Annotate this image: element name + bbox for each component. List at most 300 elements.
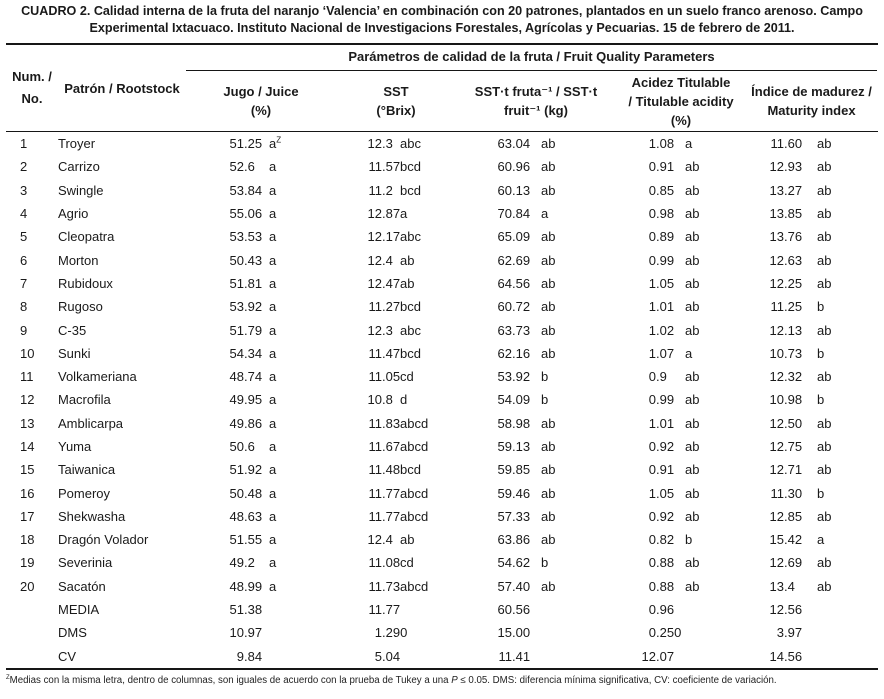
tukey-letter: bcd xyxy=(400,345,421,361)
tukey-letter: ab xyxy=(817,369,832,385)
value-cell xyxy=(336,486,456,501)
value-fraction: .98 xyxy=(784,392,803,408)
header-param-line: / Titulable acidity xyxy=(628,93,734,109)
value-integer: 49 xyxy=(229,415,244,431)
rootstock-name: Amblicarpa xyxy=(58,415,124,431)
value-cell xyxy=(746,649,877,664)
table-row xyxy=(6,365,878,388)
tukey-letter: $a^Z$ xyxy=(269,135,282,152)
value-cell xyxy=(456,625,616,640)
value-cell xyxy=(456,532,616,547)
tukey-letter: ab xyxy=(817,555,832,571)
value-fraction: .85 xyxy=(656,182,675,198)
value-fraction: .63 xyxy=(244,508,263,524)
rootstock-name: Sunki xyxy=(58,345,91,361)
value-integer: 60 xyxy=(497,159,512,175)
value-integer: 0 xyxy=(648,229,656,245)
value-integer: 63 xyxy=(497,532,512,548)
tukey-letter: ab xyxy=(685,415,700,431)
value-cell xyxy=(746,346,877,361)
value-integer: 0 xyxy=(648,369,656,385)
value-fraction: .69 xyxy=(784,555,803,571)
tukey-letter: ab xyxy=(817,508,832,524)
tukey-letter: a xyxy=(269,182,277,198)
value-cell xyxy=(336,183,456,198)
tukey-letter: ab xyxy=(400,532,415,548)
value-cell xyxy=(746,509,877,524)
tukey-letter: a xyxy=(685,136,693,152)
tukey-letter: abcd xyxy=(400,485,429,501)
value-integer: 0 xyxy=(648,508,656,524)
value-fraction: .13 xyxy=(512,182,531,198)
value-integer: 62 xyxy=(497,345,512,361)
value-integer: 11 xyxy=(368,182,382,198)
tukey-letter: ab xyxy=(541,182,556,198)
tukey-letter: a xyxy=(269,369,277,385)
value-integer: 11 xyxy=(368,485,382,501)
value-cell xyxy=(456,416,616,431)
value-integer: 12 xyxy=(769,369,784,385)
footnote-superscript: Z xyxy=(6,674,10,681)
rootstock-name: Sacatón xyxy=(58,578,106,594)
footnote-p-symbol: P xyxy=(451,674,458,686)
value-integer: 0 xyxy=(648,206,656,222)
value-cell xyxy=(456,486,616,501)
table-row xyxy=(6,412,878,435)
value-fraction: .43 xyxy=(244,252,263,268)
value-fraction: .85 xyxy=(784,508,803,524)
value-integer: 12 xyxy=(769,159,784,175)
value-cell xyxy=(336,532,456,547)
header-param-line: SST·t fruta⁻¹ / SST·t xyxy=(474,84,598,99)
value-cell xyxy=(616,276,746,291)
header-param-line: Jugo / Juice xyxy=(223,84,299,99)
tukey-letter: a xyxy=(269,229,277,245)
tukey-letter: ab xyxy=(541,439,556,454)
rootstock-name: Swingle xyxy=(58,182,104,198)
value-fraction: .13 xyxy=(512,439,531,454)
value-cell xyxy=(186,229,336,244)
value-cell xyxy=(336,649,456,664)
value-fraction: .92 xyxy=(656,508,675,524)
tukey-letter: a xyxy=(269,532,277,548)
value-cell xyxy=(746,555,877,570)
value-fraction: .4 xyxy=(382,252,393,268)
tukey-letter: cd xyxy=(400,369,414,385)
value-cell xyxy=(186,509,336,524)
rootstock-name: Rubidoux xyxy=(58,275,113,291)
tukey-letter: ab xyxy=(541,345,556,361)
value-integer: 9 xyxy=(236,648,244,664)
value-integer: 12 xyxy=(769,462,784,478)
tukey-letter: a xyxy=(541,206,549,222)
value-cell xyxy=(336,392,456,407)
value-fraction: .96 xyxy=(512,159,531,175)
value-cell xyxy=(336,159,456,174)
value-fraction: .00 xyxy=(512,625,531,641)
table-row xyxy=(6,132,878,155)
value-integer: 10 xyxy=(229,625,244,641)
row-number: 7 xyxy=(20,275,28,291)
value-fraction: .92 xyxy=(656,439,675,454)
value-cell xyxy=(336,625,456,640)
value-fraction: .38 xyxy=(244,602,263,618)
tukey-letter: ab xyxy=(817,229,832,245)
tukey-letter: ab xyxy=(541,322,556,338)
value-fraction: .50 xyxy=(784,415,803,431)
value-fraction: .84 xyxy=(512,206,531,222)
rootstock-name: Taiwanica xyxy=(58,462,116,478)
value-fraction: .98 xyxy=(512,415,531,431)
table-row xyxy=(6,342,878,365)
value-integer: 12 xyxy=(367,275,382,291)
tukey-letter: ab xyxy=(817,439,832,454)
value-fraction: .2 xyxy=(382,182,393,198)
row-number: 17 xyxy=(20,508,35,524)
table-row xyxy=(6,388,878,411)
value-integer: 13 xyxy=(769,229,784,245)
value-integer: 70 xyxy=(497,206,512,222)
value-fraction: .77 xyxy=(382,602,401,618)
value-integer: 49 xyxy=(229,555,244,571)
value-cell xyxy=(456,369,616,384)
value-integer: 63 xyxy=(497,136,512,152)
value-cell xyxy=(746,299,877,314)
value-integer: 10 xyxy=(769,392,784,408)
tukey-letter: ab xyxy=(541,275,556,291)
value-cell xyxy=(746,323,877,338)
tukey-letter: bcd xyxy=(400,299,421,315)
value-integer: 51 xyxy=(229,322,244,338)
value-cell xyxy=(746,276,877,291)
value-fraction: .27 xyxy=(784,182,803,198)
value-fraction: .25 xyxy=(244,136,263,152)
value-fraction: .8 xyxy=(382,392,393,408)
tukey-letter: ab xyxy=(685,206,700,222)
value-fraction: .86 xyxy=(512,532,531,548)
value-fraction: .27 xyxy=(382,299,401,315)
header-num-line1: Num. / xyxy=(12,69,52,84)
row-number: 15 xyxy=(20,462,35,478)
header-param-line: fruit⁻¹ (kg) xyxy=(504,103,568,118)
value-fraction: .62 xyxy=(512,555,531,571)
value-fraction: .47 xyxy=(382,345,401,361)
value-fraction: .47 xyxy=(382,275,401,291)
value-integer: 3 xyxy=(776,625,784,641)
value-cell xyxy=(456,579,616,594)
value-integer: 12 xyxy=(769,415,784,431)
value-cell xyxy=(616,625,746,640)
value-cell xyxy=(336,276,456,291)
tukey-letter: ab xyxy=(541,299,556,315)
tukey-letter: ab xyxy=(541,159,556,175)
value-integer: 48 xyxy=(229,508,244,524)
value-fraction: .82 xyxy=(656,532,675,548)
value-cell xyxy=(456,602,616,617)
value-cell xyxy=(616,299,746,314)
value-fraction: .72 xyxy=(512,299,531,315)
value-fraction: .42 xyxy=(784,532,803,548)
tukey-letter: ab xyxy=(541,462,556,478)
value-cell xyxy=(456,183,616,198)
value-cell xyxy=(186,369,336,384)
value-cell xyxy=(746,602,877,617)
value-fraction: .05 xyxy=(382,369,401,385)
value-integer: 0 xyxy=(648,182,656,198)
tukey-letter: ab xyxy=(685,299,700,315)
value-cell xyxy=(746,229,877,244)
value-cell xyxy=(746,392,877,407)
value-integer: 12 xyxy=(769,508,784,524)
value-fraction: .48 xyxy=(382,462,401,478)
value-cell xyxy=(456,509,616,524)
value-integer: 0 xyxy=(648,159,656,175)
value-cell xyxy=(456,159,616,174)
tukey-letter: ab xyxy=(541,578,556,594)
tukey-letter: b xyxy=(685,532,693,548)
value-cell xyxy=(616,486,746,501)
tukey-letter: bcd xyxy=(400,159,421,175)
value-integer: 0 xyxy=(648,578,656,594)
value-integer: 60 xyxy=(497,182,512,198)
value-integer: 11 xyxy=(368,369,382,385)
row-number: 20 xyxy=(20,578,35,594)
value-integer: 11 xyxy=(770,136,784,152)
tukey-letter: a xyxy=(685,345,693,361)
value-integer: 10 xyxy=(769,345,784,361)
value-cell xyxy=(616,183,746,198)
row-number: 8 xyxy=(20,299,28,315)
value-integer: 12 xyxy=(367,206,382,222)
tukey-letter: ab xyxy=(817,182,832,198)
value-integer: 51 xyxy=(229,532,244,548)
value-fraction: .91 xyxy=(656,159,675,175)
value-integer: 55 xyxy=(229,206,244,222)
tukey-letter: b xyxy=(817,485,825,501)
value-cell xyxy=(186,183,336,198)
value-cell xyxy=(456,462,616,477)
value-cell xyxy=(746,532,877,547)
value-cell xyxy=(746,206,877,221)
tukey-letter: ab xyxy=(541,136,556,152)
table-row xyxy=(6,551,878,574)
value-integer: 59 xyxy=(497,439,512,454)
tukey-letter: b xyxy=(817,299,825,315)
value-fraction: .34 xyxy=(244,345,263,361)
value-fraction: .6 xyxy=(244,159,255,175)
value-cell xyxy=(456,276,616,291)
value-fraction: .56 xyxy=(512,602,531,618)
value-cell xyxy=(336,299,456,314)
value-cell xyxy=(616,555,746,570)
value-cell xyxy=(336,416,456,431)
tukey-letter: cd xyxy=(400,555,414,571)
value-integer: 12 xyxy=(367,322,382,338)
value-fraction: .250 xyxy=(656,625,682,641)
tukey-letter: a xyxy=(269,392,277,408)
tukey-letter: ab xyxy=(541,229,556,245)
value-fraction: .09 xyxy=(512,392,531,408)
tukey-letter: bcd xyxy=(400,462,421,478)
header-param-col xyxy=(746,71,877,131)
value-fraction: .73 xyxy=(512,322,531,338)
header-param-columns xyxy=(186,71,877,131)
header-parameters-group xyxy=(186,45,877,131)
value-cell xyxy=(456,323,616,338)
row-number: 19 xyxy=(20,555,35,571)
header-param-col xyxy=(456,71,616,131)
value-fraction: .6 xyxy=(244,439,255,454)
value-integer: 0 xyxy=(648,625,656,641)
tukey-letter: a xyxy=(269,206,277,222)
rootstock-name: Agrio xyxy=(58,206,89,222)
value-fraction: .25 xyxy=(784,275,803,291)
rootstock-name: Severinia xyxy=(58,555,113,571)
value-cell xyxy=(746,416,877,431)
tukey-letter: ab xyxy=(685,229,700,245)
value-cell xyxy=(186,346,336,361)
value-cell xyxy=(616,346,746,361)
value-cell xyxy=(746,486,877,501)
tukey-letter: ab xyxy=(685,252,700,268)
value-fraction: .71 xyxy=(784,462,803,478)
tukey-letter: ab xyxy=(541,485,556,501)
header-num-line2: No. xyxy=(21,91,43,106)
value-integer: 50 xyxy=(229,252,244,268)
value-integer: 12 xyxy=(367,229,382,245)
value-fraction: .83 xyxy=(382,415,401,431)
table-caption: CUADRO 2. Calidad interna de la fruta del naranjo ‘Valencia’ en combinación con 20 patrones, plantados en un suelo franco arenoso. Campo Experimental Ixtacuaco. Instituto Nacional de Investigacions Forestales, Agrícolas y Pecuarias. 15 de febrero de 2011. xyxy=(21,4,863,35)
value-integer: 11 xyxy=(368,508,382,524)
tukey-letter: ab xyxy=(685,485,700,501)
value-integer: 12 xyxy=(769,602,784,618)
value-fraction: .01 xyxy=(656,299,675,315)
value-integer: 14 xyxy=(769,648,784,664)
rootstock-name: Rugoso xyxy=(58,299,103,315)
value-integer: 50 xyxy=(229,485,244,501)
value-cell xyxy=(186,276,336,291)
tukey-letter: abcd xyxy=(400,508,429,524)
tukey-letter: ab xyxy=(817,252,832,268)
value-integer: 57 xyxy=(497,578,512,594)
value-fraction: .08 xyxy=(656,136,675,152)
row-number: 13 xyxy=(20,415,35,431)
row-number: 11 xyxy=(20,369,34,385)
value-fraction: .81 xyxy=(244,275,263,291)
tukey-letter: a xyxy=(269,462,277,478)
value-integer: 1 xyxy=(374,625,382,641)
value-integer: 0 xyxy=(648,392,656,408)
footnote xyxy=(6,674,878,687)
value-integer: 11 xyxy=(368,462,382,478)
table-row xyxy=(6,575,878,598)
value-fraction: .85 xyxy=(784,206,803,222)
value-integer: 48 xyxy=(229,578,244,594)
value-integer: 11 xyxy=(368,159,382,175)
tukey-letter: a xyxy=(269,578,277,594)
value-fraction: .60 xyxy=(784,136,803,152)
header-param-line: Índice de madurez / xyxy=(751,84,872,99)
value-fraction: .75 xyxy=(784,439,803,454)
value-integer: 65 xyxy=(497,229,512,245)
value-cell xyxy=(616,416,746,431)
value-cell xyxy=(456,206,616,221)
value-integer: 1 xyxy=(648,299,656,315)
rootstock-name: Cleopatra xyxy=(58,229,115,245)
value-cell xyxy=(336,509,456,524)
value-integer: 53 xyxy=(229,229,244,245)
value-cell xyxy=(336,439,456,454)
value-cell xyxy=(186,299,336,314)
value-integer: 51 xyxy=(229,275,244,291)
value-fraction: .88 xyxy=(656,578,675,594)
tukey-letter: a xyxy=(269,159,277,175)
value-integer: 52 xyxy=(229,159,244,175)
value-fraction: .74 xyxy=(244,369,263,385)
value-cell xyxy=(186,532,336,547)
value-cell xyxy=(746,625,877,640)
value-integer: 11 xyxy=(770,485,784,501)
row-number: 16 xyxy=(20,485,35,501)
value-integer: 0 xyxy=(648,462,656,478)
tukey-letter: abc xyxy=(400,229,421,245)
tukey-letter: ab xyxy=(817,159,832,175)
table-row xyxy=(6,645,878,668)
value-fraction: .98 xyxy=(656,206,675,222)
value-cell xyxy=(336,555,456,570)
value-integer: 51 xyxy=(229,462,244,478)
value-integer: 12 xyxy=(769,252,784,268)
value-cell xyxy=(186,206,336,221)
row-number: 3 xyxy=(20,182,28,198)
value-integer: 53 xyxy=(229,299,244,315)
tukey-letter: bcd xyxy=(400,182,421,198)
value-integer: 11 xyxy=(368,555,382,571)
value-cell xyxy=(456,555,616,570)
tukey-letter: ab xyxy=(685,555,700,571)
tukey-letter: ab xyxy=(400,275,415,291)
value-cell xyxy=(616,392,746,407)
row-number: 6 xyxy=(20,252,28,268)
tukey-letter: a xyxy=(269,299,277,315)
value-cell xyxy=(456,253,616,268)
value-cell xyxy=(186,392,336,407)
value-cell xyxy=(186,439,336,454)
rootstock-name: Macrofila xyxy=(58,392,111,408)
value-fraction: .55 xyxy=(244,532,263,548)
value-fraction: .41 xyxy=(512,648,531,664)
table-row xyxy=(6,528,878,551)
value-fraction: .48 xyxy=(244,485,263,501)
value-fraction: .85 xyxy=(512,462,531,478)
value-cell xyxy=(336,323,456,338)
value-fraction: .73 xyxy=(784,345,803,361)
row-number: 2 xyxy=(20,159,28,175)
value-integer: 64 xyxy=(497,275,512,291)
rootstock-name: Carrizo xyxy=(58,159,100,175)
header-param-line: Maturity index xyxy=(767,103,856,118)
value-cell xyxy=(456,229,616,244)
tukey-letter: a xyxy=(269,508,277,524)
value-fraction: .33 xyxy=(512,508,531,524)
tukey-letter: abcd xyxy=(400,578,429,594)
value-integer: 54 xyxy=(497,555,512,571)
tukey-letter: ab xyxy=(685,322,700,338)
value-cell xyxy=(616,532,746,547)
value-fraction: .290 xyxy=(382,625,408,641)
value-fraction: .09 xyxy=(512,229,531,245)
value-cell xyxy=(186,323,336,338)
